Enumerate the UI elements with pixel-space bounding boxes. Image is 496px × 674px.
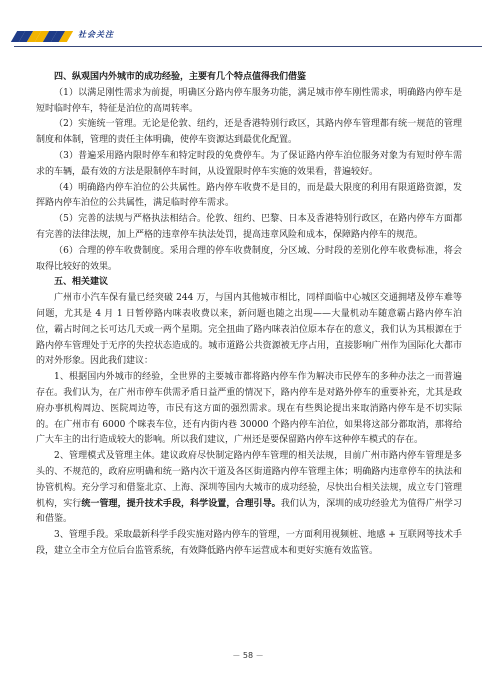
section4-heading: 四、纵观国内外城市的成功经验，主要有几个特点值得我们借鉴	[54, 72, 307, 82]
section4-item-3: （3）普遍采用路内限时停车和特定时段的免费停车。为了保证路内停车泊位服务对象为有短时停车需求的车辆，最有效的方法是限制停车时间，从设置限时停车实施的效果看，普遍较好。	[36, 150, 462, 177]
article-body	[36, 70, 462, 560]
suggestion-2-text-a: 2、管理模式及管理主体。建议政府尽快制定路内停车管理的相关法规，目前广州市路内停车管理是多头的、不规范的，政府应明确和统一路内次干道及各区街道路内停车管理主体；明确路内违章停车的执法和协管机构。充分学习和借鉴北京、上海、深圳等国内大城市的成功经验，尽快出台相关法规，成立专门管理机构，实行	[36, 451, 462, 509]
section4-item-4: （4）明确路内停车泊位的公共属性。路内停车收费不是目的，而是最大限度的利用有限道路资源，发挥路内停车泊位的公共属性，满足临时停车需求。	[36, 182, 462, 209]
section5-heading: 五、相关建议	[54, 277, 109, 288]
page-number: － 58 －	[232, 651, 264, 660]
section4-item-5: （5）完善的法规与严格执法相结合。伦敦、纽约、巴黎、日本及香港特别行政区，在路内停车方面都有完善的法律法规，加上严格的违章停车执法处罚，提高违章风险和成本，保障路内停车的规范。	[36, 214, 462, 240]
section-tag: 社会关注	[78, 30, 114, 39]
page-header	[0, 0, 496, 50]
suggestion-1: 1、根据国内外城市的经验，全世界的主要城市都将路内停车作为解决市民停车的多种办法之一而普遍存在。我们认为，在广州市停车供需矛盾日益严重的情况下，路内停车是对路外停车的重要补充，尤其是政府办事机构周边、医院周边等，市民有这方面的强烈需求。现在有些舆论提出来取消路内停车是不切实际的。在广州市有 6000 个咪表车位，还有内街内巷 30000 个路内停车泊位，如果将这部分都取消，那将给广大车主的出行造成较大的影响。所以我们建议，广州还是要保留路内停车这种停车模式的存在。	[36, 372, 462, 446]
header-rule	[14, 46, 482, 47]
suggestion-3: 3、管理手段。采取最新科学手段实施对路内停车的管理，一方面利用视频桩、地感 + 互联网等技术手段，建立全市全方位后台监管系统，有效降低路内停车运营成本和更好实施有效监管。	[36, 530, 462, 556]
section4-item-2: （2）实施统一管理。无论是伦敦、纽约，还是香港特别行政区，其路内停车管理都有统一规范的管理制度和体制，管理的责任主体明确，使停车资源达到最优化配置。	[36, 119, 462, 146]
suggestion-2-emphasis: 统一管理，提升技术手段，科学设置，合理引导。	[81, 498, 281, 509]
section4-item-1: （1）以满足刚性需求为前提，明确区分路内停车服务功能，满足城市停车刚性需求，明确路内停车是短时临时停车，特征是泊位的高周转率。	[36, 87, 462, 114]
section4-item-6: （6）合理的停车收费制度。采用合理的停车收费制度，分区域、分时段的差别化停车收费标准，将会取得比较好的效果。	[36, 245, 462, 272]
suggestion-2	[36, 449, 462, 528]
section5-intro: 广州市小汽车保有量已经突破 244 万，与国内其他城市相比，同样面临中心城区交通拥堵及停车难等问题，尤其是 4 月 1 日暂停路内咪表收费以来，新问题也随之出现——大量机动车随意霸占路内停车泊位，霸占时间之长可达几天或一两个星期。完全扭曲了路内咪表泊位原本存在的意义，我们认为其根源在于路内停车管理处于无序的失控状态造成的。城市道路公共资源被无序占用，直接影响广州作为国际化大都市的对外形象。因此我们建议：	[36, 293, 462, 367]
suggestion-2-text-c: 我们认为，深圳的成功经验尤为值得广州学习和借鉴。	[36, 498, 462, 525]
